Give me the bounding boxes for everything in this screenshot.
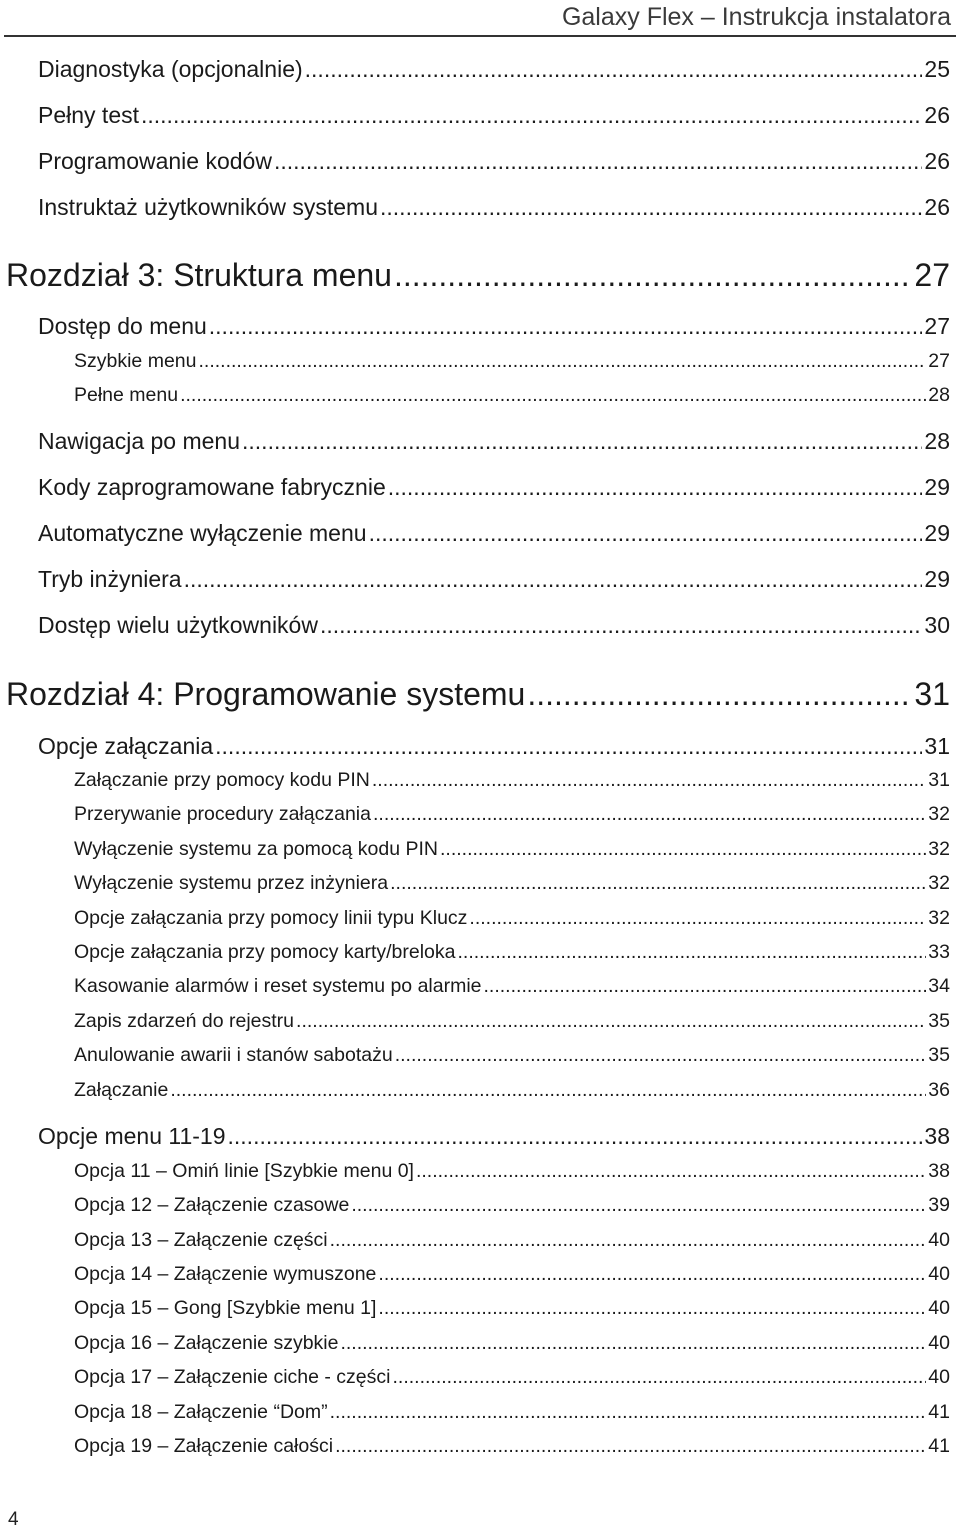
toc-entry-label: Zapis zdarzeń do rejestru (74, 1010, 295, 1032)
toc-entry-page: 29 (924, 566, 950, 592)
toc-entry-page: 34 (928, 975, 950, 997)
dot-leader (184, 564, 923, 594)
toc-entry-page: 32 (928, 803, 950, 825)
toc-entry[interactable] (38, 472, 950, 502)
toc-entry-label: Pełny test (38, 102, 139, 128)
toc-entry[interactable] (74, 870, 950, 896)
toc-entry-page: 32 (928, 872, 950, 894)
toc-entry-page: 26 (924, 194, 950, 220)
dot-leader (296, 1008, 926, 1034)
toc-entry-page: 41 (928, 1435, 950, 1457)
toc-entry[interactable] (74, 1042, 950, 1068)
dot-leader (335, 1433, 926, 1459)
toc-entry[interactable] (38, 54, 950, 84)
toc-entry-label: Programowanie kodów (38, 148, 272, 174)
toc-entry-label: Automatyczne wyłączenie menu (38, 520, 367, 546)
toc-entry-label: Opcje załączania przy pomocy linii typu Klucz (74, 907, 468, 929)
dot-leader (180, 382, 926, 408)
toc-entry-page: 33 (928, 941, 950, 963)
toc-entry-label: Instruktaż użytkowników systemu (38, 194, 379, 220)
toc-entry[interactable] (74, 1158, 950, 1184)
dot-leader (392, 1364, 926, 1390)
toc-entry[interactable] (74, 348, 950, 374)
toc-entry-label: Przerywanie procedury załączania (74, 803, 371, 825)
toc-entry-page: 40 (928, 1229, 950, 1251)
toc-entry-page: 35 (928, 1010, 950, 1032)
toc-entry-label: Dostęp wielu użytkowników (38, 612, 318, 638)
page-number: 4 (8, 1509, 19, 1530)
dot-leader (320, 610, 922, 640)
toc-entry-page: 32 (928, 907, 950, 929)
dot-leader (395, 1042, 927, 1068)
toc-entry[interactable] (38, 146, 950, 176)
header-divider (4, 35, 956, 37)
toc-entry-label: Opcja 12 – Załączenie czasowe (74, 1194, 350, 1216)
toc-entry[interactable] (38, 192, 950, 222)
dot-leader (274, 146, 922, 176)
toc-entry[interactable] (74, 1364, 950, 1390)
toc-entry-label: Rozdział 4: Programowanie systemu (6, 676, 526, 712)
toc-entry-label: Opcje menu 11-19 (38, 1123, 226, 1149)
toc-entry[interactable] (74, 1227, 950, 1253)
toc-entry-page: 31 (924, 733, 950, 759)
toc-entry[interactable] (38, 731, 950, 761)
toc-entry-page: 26 (924, 148, 950, 174)
dot-leader (242, 426, 922, 456)
toc-entry-page: 29 (924, 520, 950, 546)
toc-entry[interactable] (38, 100, 950, 130)
dot-leader (388, 472, 923, 502)
dot-leader (305, 54, 923, 84)
toc-entry-page: 31 (914, 676, 950, 712)
toc-entry-label: Tryb inżyniera (38, 566, 182, 592)
toc-chapter-entry[interactable] (6, 675, 950, 713)
dot-leader (209, 311, 923, 341)
toc-entry-page: 35 (928, 1044, 950, 1066)
dot-leader (527, 675, 912, 713)
toc-entry-label: Rozdział 3: Struktura menu (6, 257, 392, 293)
dot-leader (215, 731, 922, 761)
dot-leader (369, 518, 923, 548)
toc-entry[interactable] (74, 1295, 950, 1321)
toc-entry-page: 29 (924, 474, 950, 500)
toc-entry-page: 39 (928, 1194, 950, 1216)
toc-entry-label: Załączanie przy pomocy kodu PIN (74, 769, 370, 791)
toc-entry-label: Nawigacja po menu (38, 428, 241, 454)
dot-leader (228, 1121, 923, 1151)
toc-entry[interactable] (74, 939, 950, 965)
toc-entry-label: Opcja 14 – Załączenie wymuszone (74, 1263, 377, 1285)
toc-entry-label: Szybkie menu (74, 350, 197, 372)
toc-entry-label: Opcja 11 – Omiń linie [Szybkie menu 0] (74, 1160, 414, 1182)
toc-entry[interactable] (74, 973, 950, 999)
dot-leader (330, 1227, 927, 1253)
toc-entry-page: 38 (928, 1160, 950, 1182)
toc-entry-label: Załączanie (74, 1079, 169, 1101)
toc-entry-label: Pełne menu (74, 384, 179, 406)
dot-leader (351, 1192, 926, 1218)
dot-leader (440, 836, 926, 862)
dot-leader (340, 1330, 926, 1356)
toc-entry-page: 40 (928, 1366, 950, 1388)
toc-entry-page: 27 (914, 257, 950, 293)
toc-entry[interactable] (74, 801, 950, 827)
toc-entry[interactable] (74, 1192, 950, 1218)
toc-entry-page: 40 (928, 1297, 950, 1319)
toc-entry-label: Opcja 17 – Załączenie ciche - części (74, 1366, 391, 1388)
toc-entry[interactable] (74, 1433, 950, 1459)
dot-leader (458, 939, 927, 965)
dot-leader (380, 192, 922, 222)
toc-entry[interactable] (74, 905, 950, 931)
toc-entry-label: Anulowanie awarii i stanów sabotażu (74, 1044, 393, 1066)
toc-entry-page: 28 (924, 428, 950, 454)
toc-entry-page: 28 (928, 384, 950, 406)
toc-entry-page: 26 (924, 102, 950, 128)
dot-leader (141, 100, 922, 130)
toc-entry-label: Dostęp do menu (38, 313, 207, 339)
toc-entry[interactable] (74, 1330, 950, 1356)
toc-entry-label: Diagnostyka (opcjonalnie) (38, 56, 303, 82)
toc-entry-label: Opcja 15 – Gong [Szybkie menu 1] (74, 1297, 377, 1319)
toc-entry-label: Opcja 16 – Załączenie szybkie (74, 1332, 339, 1354)
dot-leader (416, 1158, 926, 1184)
dot-leader (378, 1295, 926, 1321)
dot-leader (378, 1261, 926, 1287)
dot-leader (390, 870, 926, 896)
dot-leader (469, 905, 926, 931)
toc-entry[interactable] (74, 836, 950, 862)
toc-entry-label: Opcje załączania przy pomocy karty/breloka (74, 941, 456, 963)
toc-entry-label: Opcje załączania (38, 733, 214, 759)
toc-entry-label: Kody zaprogramowane fabrycznie (38, 474, 386, 500)
dot-leader (372, 767, 926, 793)
dot-leader (170, 1077, 926, 1103)
toc-entry[interactable] (74, 382, 950, 408)
dot-leader (373, 801, 926, 827)
toc-entry-page: 25 (924, 56, 950, 82)
toc-entry[interactable] (74, 1008, 950, 1034)
toc-entry-page: 31 (928, 769, 950, 791)
toc-entry-page: 30 (924, 612, 950, 638)
toc-entry[interactable] (38, 426, 950, 456)
toc-entry[interactable] (38, 518, 950, 548)
toc-chapter-entry[interactable] (6, 256, 950, 294)
toc-entry-label: Opcja 13 – Załączenie części (74, 1229, 328, 1251)
dot-leader (198, 348, 926, 374)
toc-entry[interactable] (38, 564, 950, 594)
toc-entry[interactable] (74, 767, 950, 793)
toc-entry[interactable] (38, 311, 950, 341)
toc-entry-label: Opcja 18 – Załączenie “Dom” (74, 1401, 328, 1423)
toc-entry-page: 38 (924, 1123, 950, 1149)
toc-entry-label: Wyłączenie systemu za pomocą kodu PIN (74, 838, 438, 860)
toc-entry-page: 27 (924, 313, 950, 339)
toc-entry[interactable] (74, 1261, 950, 1287)
toc-entry[interactable] (74, 1077, 950, 1103)
dot-leader (330, 1399, 927, 1425)
dot-leader (394, 256, 912, 294)
toc-entry-label: Wyłączenie systemu przez inżyniera (74, 872, 389, 894)
toc-entry-page: 41 (928, 1401, 950, 1423)
toc-entry[interactable] (38, 610, 950, 640)
running-header: Galaxy Flex – Instrukcja instalatora (561, 3, 951, 31)
toc-entry-page: 32 (928, 838, 950, 860)
dot-leader (484, 973, 927, 999)
toc-entry-page: 27 (928, 350, 950, 372)
toc-entry-label: Opcja 19 – Załączenie całości (74, 1435, 334, 1457)
toc-entry-page: 40 (928, 1332, 950, 1354)
toc-entry[interactable] (38, 1121, 950, 1151)
toc-entry-page: 40 (928, 1263, 950, 1285)
toc-entry[interactable] (74, 1399, 950, 1425)
toc-entry-page: 36 (928, 1079, 950, 1101)
toc-entry-label: Kasowanie alarmów i reset systemu po alarmie (74, 975, 482, 997)
